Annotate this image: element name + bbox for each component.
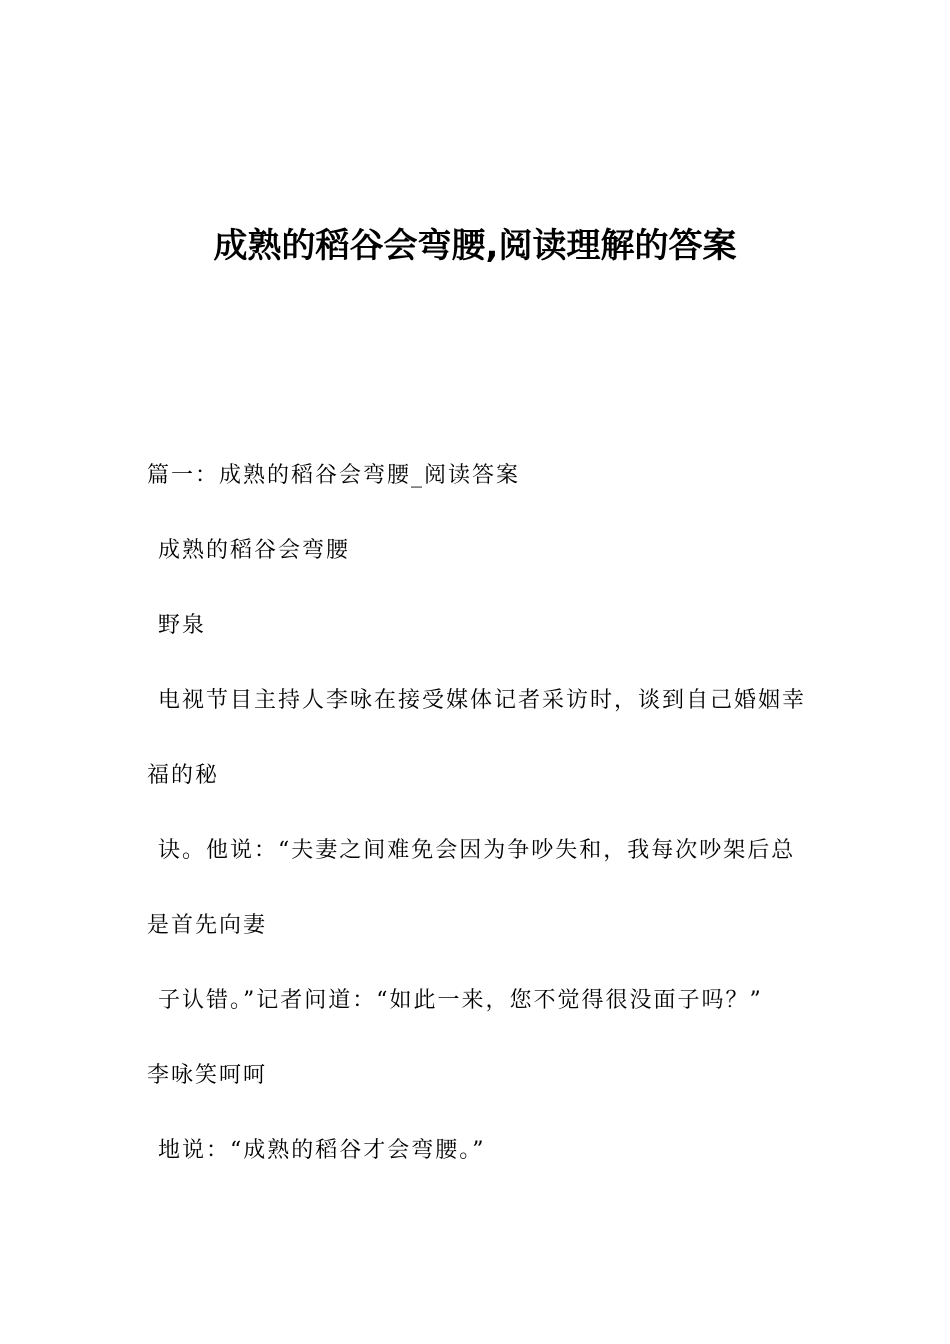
article-title: 成熟的稻谷会弯腰 [158,538,351,563]
paragraph-line: 诀。他说：“夫妻之间难免会因为争吵失和，我每次吵架后总 [158,838,796,863]
section-heading: 篇一：成熟的稻谷会弯腰_阅读答案 [147,463,521,488]
paragraph-line: 李咏笑呵呵 [147,1063,268,1088]
paragraph-line: 电视节目主持人李咏在接受媒体记者采访时，谈到自己婚姻幸 [158,688,807,713]
paragraph-line: 地说：“成熟的稻谷才会弯腰。” [158,1138,486,1163]
paragraph-line: 子认错。”记者问道：“如此一来，您不觉得很没面子吗？” [158,988,763,1013]
paragraph-line: 福的秘 [147,763,220,788]
article-author: 野泉 [158,613,207,638]
paragraph-line: 是首先向妻 [147,913,268,938]
document-title: 成熟的稻谷会弯腰,阅读理解的答案 [213,226,737,266]
